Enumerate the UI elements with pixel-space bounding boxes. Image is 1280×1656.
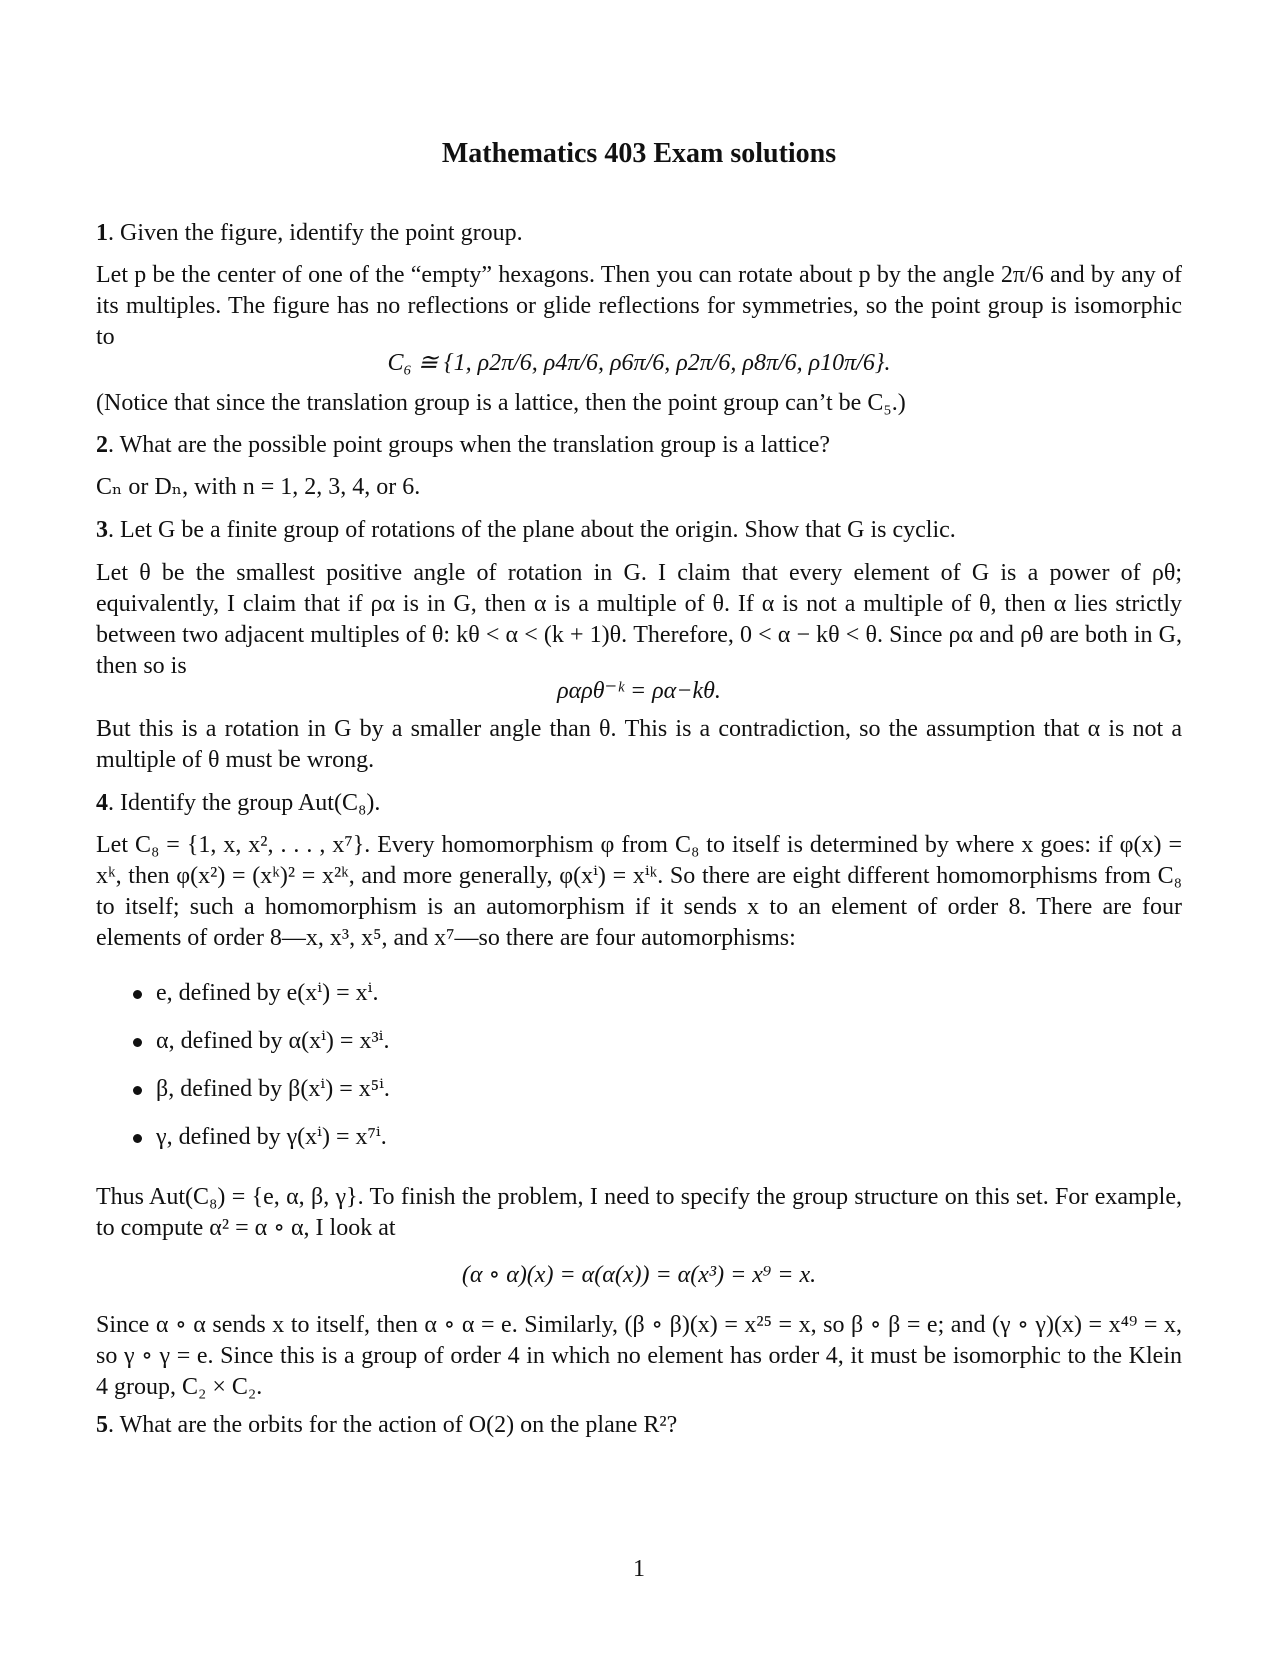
problem-2-answer xyxy=(96,472,1182,503)
problem-5-question xyxy=(96,1410,1182,1441)
list-item: e, defined by e(xⁱ) = xⁱ. xyxy=(96,978,1182,1009)
question-text: . Let G be a finite group of rotations of the plane about the origin. Show that G is cyclic. xyxy=(108,517,956,543)
problem-number: 3 xyxy=(96,517,108,543)
problem-number: 1 xyxy=(96,220,108,246)
problem-3-display-equation: ραρθ⁻ᵏ = ρα−kθ. xyxy=(557,678,721,704)
answer-text: But this is a rotation in G by a smaller angle than θ. This is a contradiction, so the assumption that α is not a multiple of θ must be wrong. xyxy=(96,716,1182,773)
list-item: β, defined by β(xⁱ) = x⁵ⁱ. xyxy=(96,1074,1182,1105)
page-title: Mathematics 403 Exam solutions xyxy=(441,138,837,169)
answer-text: Since α ∘ α sends x to itself, then α ∘ α = e. Similarly, (β ∘ β)(x) = x²⁵ = x, so β ∘ β = e; and (γ ∘ γ)(x) = x⁴⁹ = x, so γ ∘ γ = e. Since this is a group of order 4 in which no element has order 4, it must be isomorphic to the Klein 4 group, C₂ × C₂. xyxy=(96,1312,1182,1400)
list-item: α, defined by α(xⁱ) = x³ⁱ. xyxy=(96,1026,1182,1057)
question-text: . Identify the group Aut(C₈). xyxy=(108,790,381,816)
problem-3-answer-continued xyxy=(96,714,1182,776)
problem-4-answer-continued xyxy=(96,1182,1182,1244)
answer-text: Let θ be the smallest positive angle of rotation in G. I claim that every element of G is a power of ρθ; equivalently, I claim that if ρα is in G, then α is a multiple of θ. If α is not a multiple of θ, then α lies strictly between two adjacent multiples of θ: kθ < α < (k + 1)θ. Therefore, 0 < α − kθ < θ. Since ρα and ρθ are both in G, then so is xyxy=(96,560,1183,679)
problem-1-answer xyxy=(96,260,1182,353)
answer-text: Thus Aut(C₈) = {e, α, β, γ}. To finish the problem, I need to specify the group structure on this set. For example, to compute α² = α ∘ α, I look at xyxy=(96,1184,1182,1241)
problem-4-display-equation: (α ∘ α)(x) = α(α(x)) = α(x³) = x⁹ = x. xyxy=(461,1262,817,1288)
problem-4-conclusion xyxy=(96,1310,1182,1403)
problem-number: 4 xyxy=(96,790,108,816)
problem-4-answer xyxy=(96,830,1182,954)
question-text: . Given the figure, identify the point group. xyxy=(108,220,523,246)
page-number: 1 xyxy=(633,1556,645,1582)
problem-3-question xyxy=(96,515,1182,546)
note-text: (Notice that since the translation group is a lattice, then the point group can’t be C₅.) xyxy=(96,390,906,416)
answer-text: Let C₈ = {1, x, x², . . . , x⁷}. Every homomorphism φ from C₈ to itself is determined by where x goes: if φ(x) = xᵏ, then φ(x²) = (xᵏ)² = x²ᵏ, and more generally, φ(xⁱ) = xⁱᵏ. So there are eight different homomorphisms from C₈ to itself; such a homomorphism is an automorphism if it sends x to an element of order 8. There are four elements of order 8—x, x³, x⁵, and x⁷—so there are four automorphisms: xyxy=(96,832,1182,951)
problem-number: 5 xyxy=(96,1412,108,1438)
question-text: . What are the possible point groups when the translation group is a lattice? xyxy=(108,432,831,458)
list-item: γ, defined by γ(xⁱ) = x⁷ⁱ. xyxy=(96,1122,1182,1153)
problem-2-question xyxy=(96,430,1182,461)
problem-1-note xyxy=(96,388,1182,419)
answer-text: Let p be the center of one of the “empty” hexagons. Then you can rotate about p by the angle 2π/6 and by any of its multiples. The figure has no reflections or glide reflections for symmetries, so the point group is isomorphic to xyxy=(96,262,1182,350)
problem-3-answer xyxy=(96,558,1182,682)
question-text: . What are the orbits for the action of O(2) on the plane R²? xyxy=(108,1412,678,1438)
problem-1-question xyxy=(96,218,1182,249)
automorphism-list xyxy=(96,978,1182,1153)
problem-number: 2 xyxy=(96,432,108,458)
problem-4-question xyxy=(96,788,1182,819)
problem-1-display-equation: C₆ ≅ {1, ρ2π/6, ρ4π/6, ρ6π/6, ρ2π/6, ρ8π/6, ρ10π/6}. xyxy=(387,350,891,376)
answer-text: Cₙ or Dₙ, with n = 1, 2, 3, 4, or 6. xyxy=(96,474,421,500)
